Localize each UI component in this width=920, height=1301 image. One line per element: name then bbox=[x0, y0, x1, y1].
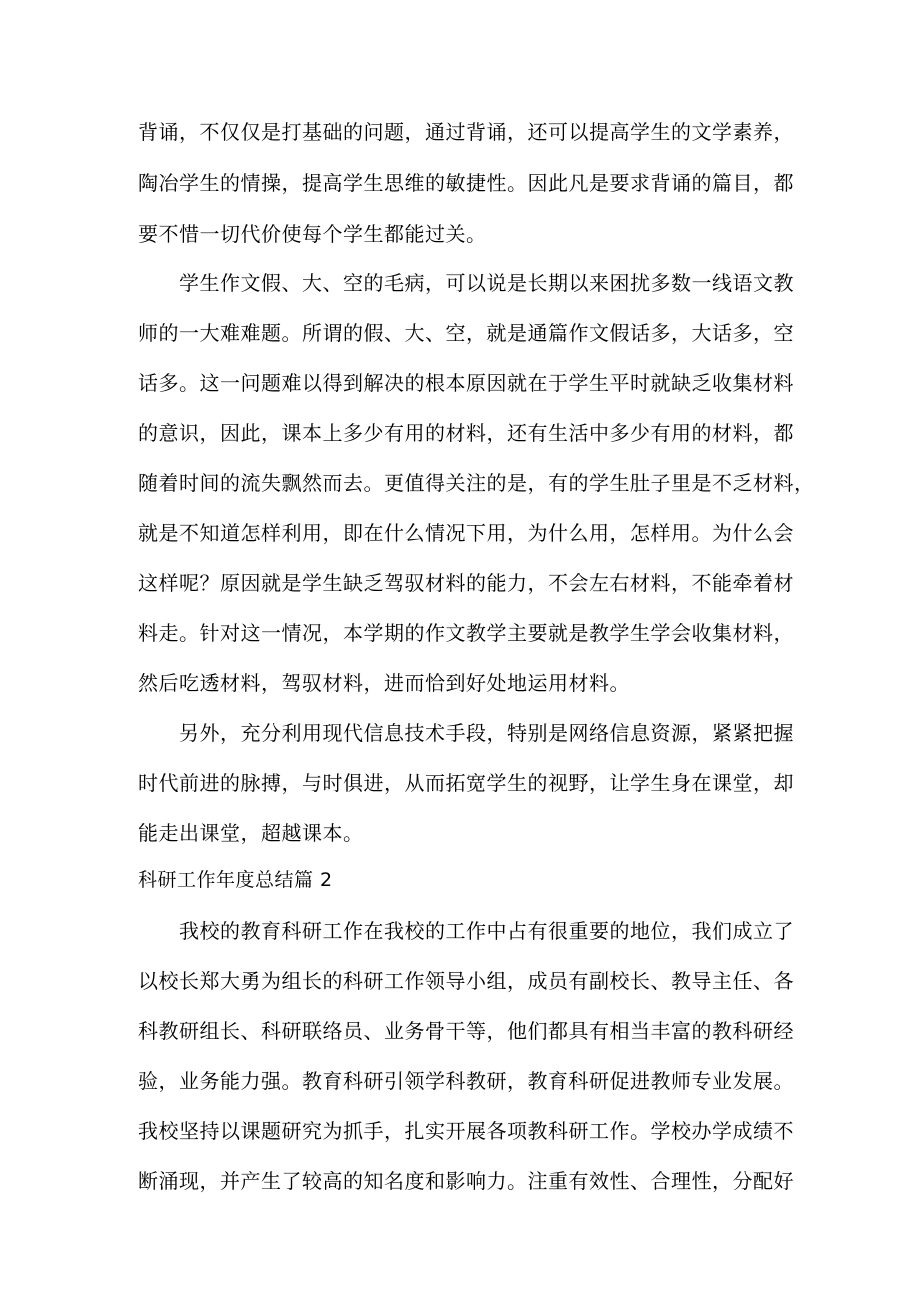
text-line: 师的一大难难题。所谓的假、大、空，就是通篇作文假话多，大话多，空 bbox=[138, 321, 794, 345]
text-line: 断涌现，并产生了较高的知名度和影响力。注重有效性、合理性，分配好 bbox=[138, 1169, 794, 1193]
text-line: 我校坚持以课题研究为抓手，扎实开展各项教科研工作。学校办学成绩不 bbox=[138, 1119, 794, 1143]
text-line: 随着时间的流失飘然而去。更值得关注的是，有的学生肚子里是不乏材料， bbox=[138, 471, 815, 495]
text-line: 我校的教育科研工作在我校的工作中占有很重要的地位，我们成立了 bbox=[138, 919, 794, 943]
text-line: 料走。针对这一情况，本学期的作文教学主要就是教学生学会收集材料， bbox=[138, 621, 794, 645]
text-line: 就是不知道怎样利用，即在什么情况下用，为什么用，怎样用。为什么会 bbox=[138, 521, 794, 545]
text-line: 要不惜一切代价使每个学生都能过关。 bbox=[138, 222, 487, 246]
text-line: 陶冶学生的情操，提高学生思维的敏捷性。因此凡是要求背诵的篇目，都 bbox=[138, 171, 794, 195]
text-line: 以校长郑大勇为组长的科研工作领导小组，成员有副校长、教导主任、各 bbox=[138, 969, 794, 993]
text-line: 这样呢？原因就是学生缺乏驾驭材料的能力，不会左右材料，不能牵着材 bbox=[138, 571, 794, 595]
text-line: 背诵，不仅仅是打基础的问题，通过背诵，还可以提高学生的文学素养， bbox=[138, 120, 794, 144]
text-line: 学生作文假、大、空的毛病，可以说是长期以来困扰多数一线语文教 bbox=[138, 271, 794, 295]
text-line: 话多。这一问题难以得到解决的根本原因就在于学生平时就缺乏收集材料 bbox=[138, 371, 794, 395]
text-line: 时代前进的脉搏，与时俱进，从而拓宽学生的视野，让学生身在课堂，却 bbox=[138, 771, 794, 795]
text-line: 科教研组长、科研联络员、业务骨干等，他们都具有相当丰富的教科研经 bbox=[138, 1019, 794, 1043]
text-line: 另外，充分利用现代信息技术手段，特别是网络信息资源，紧紧把握 bbox=[138, 721, 794, 745]
text-line: 然后吃透材料，驾驭材料，进而恰到好处地运用材料。 bbox=[138, 671, 630, 695]
text-line: 能走出课堂，超越课本。 bbox=[138, 821, 364, 845]
text-line: 验，业务能力强。教育科研引领学科教研，教育科研促进教师专业发展。 bbox=[138, 1069, 794, 1093]
text-line: 的意识，因此，课本上多少有用的材料，还有生活中多少有用的材料，都 bbox=[138, 421, 794, 445]
section-heading: 科研工作年度总结篇 2 bbox=[138, 869, 333, 891]
